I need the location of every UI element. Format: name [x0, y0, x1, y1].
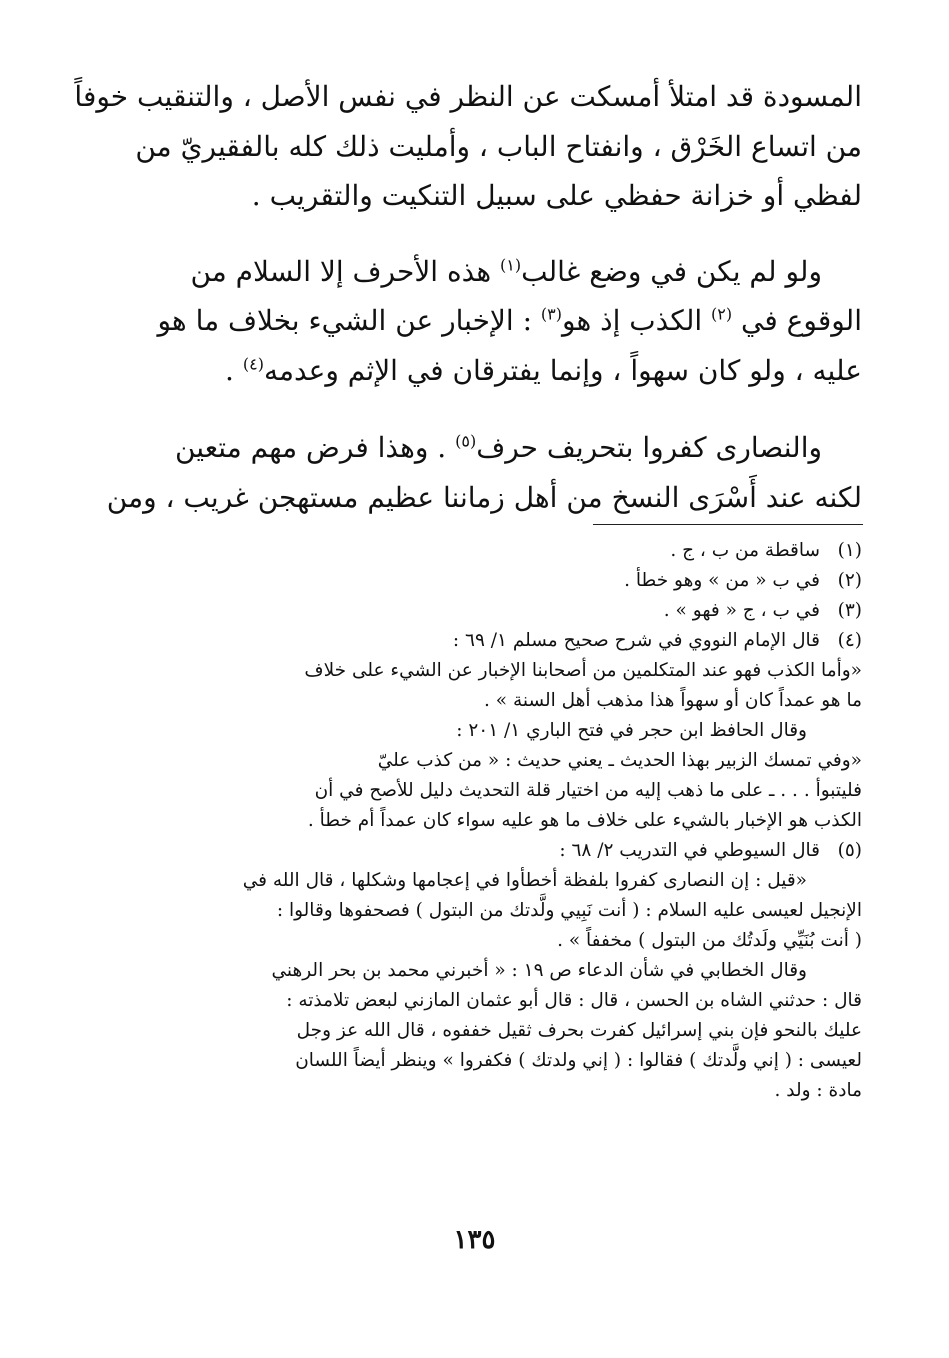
footnote-line: قال : حدثني الشاه بن الحسن ، قال : قال أبو عثمان المازني لبعض تلامذته : [286, 990, 862, 1011]
footnote-5 [158, 836, 862, 866]
text-line: من اتساع الخَرْق ، وانفتاح الباب ، وأمليت ذلك كله بالفقيريّ من [135, 129, 862, 163]
footnote-number: (٤) [837, 630, 862, 651]
footnote-mark[interactable]: (٥) [455, 431, 477, 451]
footnote-line: الكذب هو الإخبار بالشيء على خلاف ما هو عليه سواء كان عمداً أم خطأ . [307, 810, 862, 831]
footnote-line: مادة : ولد . [774, 1080, 862, 1101]
text-line [158, 247, 862, 297]
footnote-line: لعيسى : ( إني ولَّدتك ) فقالوا : ( إني ولدتك ) فكفروا » وينظر أيضاً اللسان [295, 1050, 862, 1071]
footnote-text: قال الإمام النووي في شرح صحيح مسلم ١/ ٦٩ : [452, 630, 820, 651]
footnote-mark[interactable]: (٢) [711, 304, 733, 324]
text-run: . وهذا فرض مهم متعين [174, 431, 447, 464]
text-run: ولو لم يكن في وضع غالب [521, 254, 822, 288]
footnote-text: قال السيوطي في التدريب ٢/ ٦٨ : [559, 840, 820, 861]
footnote-line: الإنجيل لعيسى عليه السلام : ( أنت نَبِيي ولَّدتك من البتول ) فصحفوها وقالوا : [276, 900, 862, 921]
footnotes [158, 536, 862, 1106]
footnote-line: ( أنت بُنَيِّي ولَدتُك من البتول ) مخففاً » . [557, 930, 862, 951]
paragraph-1 [74, 72, 862, 221]
footnote-number: (٥) [837, 840, 862, 861]
footnote-line: وقال الحافظ ابن حجر في فتح الباري ١/ ٢٠١ : [456, 720, 807, 741]
footnote-number: (٣) [837, 600, 862, 621]
paragraph-3 [106, 423, 862, 522]
text-run: عليه ، ولو كان سهواً ، وإنما يفترقان في الإثم وعدمه [263, 353, 862, 387]
footnote-3 [158, 596, 862, 626]
paragraph-2 [158, 247, 862, 396]
text-line [158, 296, 862, 346]
footnote-line: «وفي تمسك الزبير بهذا الحديث ـ يعني حديث : « من كذب عليّ [377, 750, 862, 771]
footnote-4 [158, 626, 862, 656]
text-run: الوقوع في [741, 304, 862, 337]
footnote-text: ساقطة من ب ، ج . [670, 540, 820, 561]
footnote-mark[interactable]: (٤) [242, 354, 264, 374]
footnote-line: ما هو عمداً كان أو سهواً هذا مذهب أهل السنة » . [484, 690, 862, 711]
footnote-2 [158, 566, 862, 596]
text-run: : الإخبار عن الشيء بخلاف ما هو [157, 304, 533, 337]
main-text [74, 72, 862, 522]
footnote-number: (١) [837, 540, 862, 561]
text-line [158, 346, 862, 396]
text-run: هذه الأحرف إلا السلام من [190, 254, 492, 288]
page-number: ١٣٥ [453, 1225, 496, 1255]
text-run: . [225, 353, 234, 387]
footnote-line: عليك بالنحو فإن بني إسرائيل كفرت بحرف ثقيل خففوه ، قال الله عز وجل [296, 1020, 862, 1041]
footnote-mark[interactable]: (١) [500, 255, 522, 275]
text-line: المسودة قد امتلأ أمسكت عن النظر في نفس الأصل ، والتنقيب خوفاً [74, 80, 862, 113]
text-line: لكنه عند أَسْرَى النسخ من أهل زماننا عظيم مستهجن غريب ، ومن [106, 480, 862, 514]
text-run: الكذب إذ هو [562, 304, 703, 337]
footnote-line: وقال الخطابي في شأن الدعاء ص ١٩ : « أخبرني محمد بن بحر الرهني [271, 960, 807, 981]
footnote-line: «وأما الكذب فهو عند المتكلمين من أصحابنا الإخبار عن الشيء على خلاف [304, 660, 862, 681]
footnote-number: (٢) [837, 570, 862, 591]
footnote-separator [593, 524, 863, 525]
footnote-text: في ب « من » وهو خطأ . [624, 570, 820, 591]
footnote-line: فليتبوأ . . . ـ على ما ذهب إليه من اختيار قلة التحديث دليل للأصح في أن [314, 780, 862, 801]
footnote-mark[interactable]: (٣) [540, 304, 563, 324]
text-run: والنصارى كفروا بتحريف حرف [476, 431, 822, 464]
text-line [158, 423, 862, 473]
footnote-text: في ب ، ج « فهو » . [663, 600, 820, 621]
footnote-line: «قيل : إن النصارى كفروا بلفظة أخطأوا في إعجامها وشكلها ، قال الله في [242, 870, 807, 891]
text-line: لفظي أو خزانة حفظي على سبيل التنكيت والتقريب . [251, 179, 862, 212]
footnote-1 [158, 536, 862, 566]
